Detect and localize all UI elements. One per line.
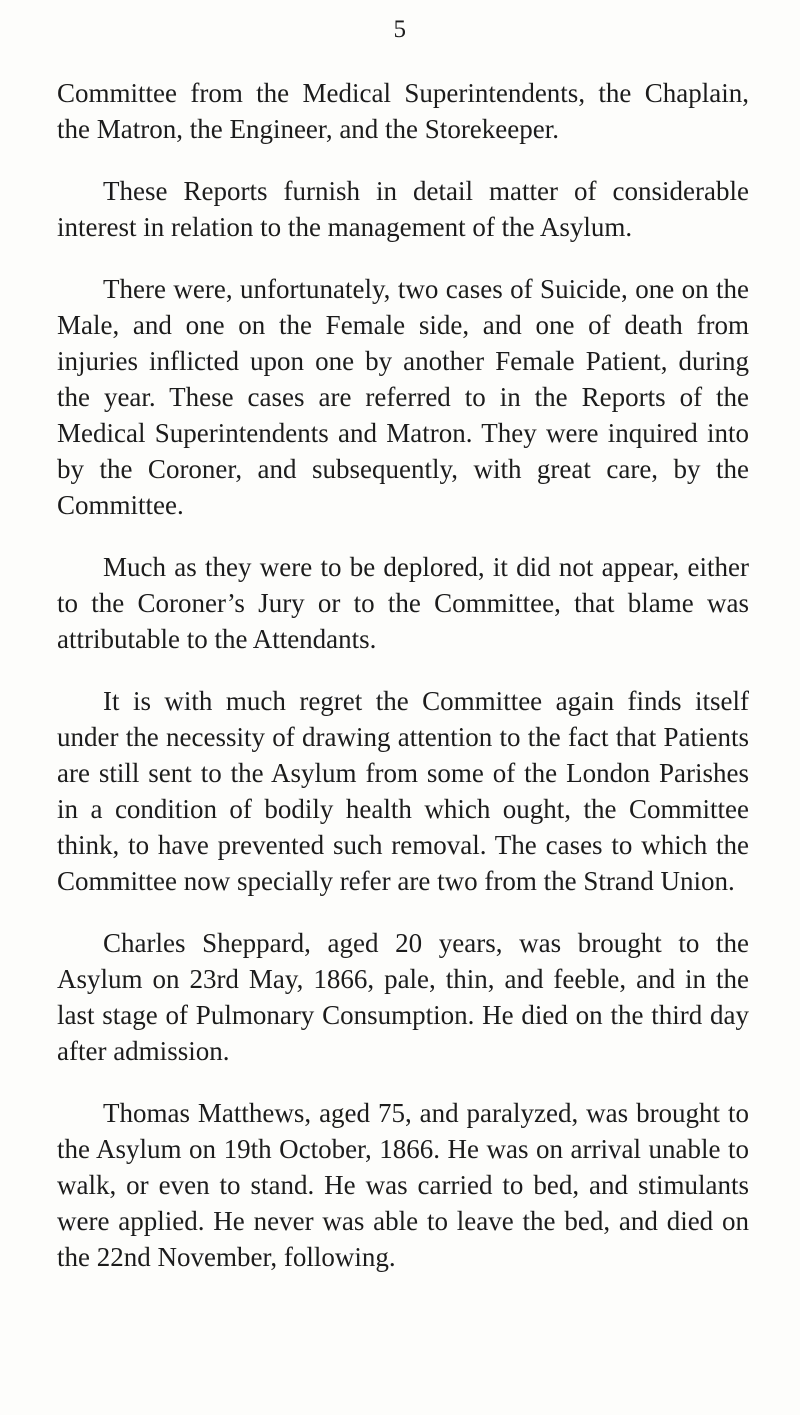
paragraph-suicide-cases: There were, unfortunately, two cases of Suicide, one on the Male, and one on the Female side, and one of death from injuries inflicted upon one by another Female Patient, during the year. These cases are referred to in the Reports of the Medical Superintendents and Matron. They were inquired into by the Coroner, and subsequently, with great care, by the Committee.	[57, 274, 749, 520]
paragraph-reports: These Reports furnish in detail matter of considerable interest in relation to the management of the Asylum.	[57, 176, 749, 242]
body-text	[57, 75, 749, 1301]
paragraph-parishes: It is with much regret the Committee again finds itself under the necessity of drawing attention to the fact that Patients are still sent to the Asylum from some of the London Parishes in a condition of bodily health which ought, the Committee think, to have prevented such removal. The cases to which the Committee now specially refer are two from the Strand Union.	[57, 686, 749, 896]
paragraph-charles-sheppard: Charles Sheppard, aged 20 years, was brought to the Asylum on 23rd May, 1866, pale, thin, and feeble, and in the last stage of Pulmonary Consumption. He died on the third day after admission.	[57, 928, 749, 1066]
paragraph-continuation: Committee from the Medical Superintendents, the Chaplain, the Matron, the Engineer, and the Storekeeper.	[57, 78, 749, 144]
page-number: 5	[393, 16, 407, 43]
paragraph-attendants: Much as they were to be deplored, it did not appear, either to the Coroner’s Jury or to the Committee, that blame was attributable to the Attendants.	[57, 552, 749, 654]
paragraph-thomas-matthews: Thomas Matthews, aged 75, and paralyzed, was brought to the Asylum on 19th October, 1866. He was on arrival unable to walk, or even to stand. He was carried to bed, and stimulants were applied. He never was able to leave the bed, and died on the 22nd November, following.	[57, 1098, 749, 1272]
